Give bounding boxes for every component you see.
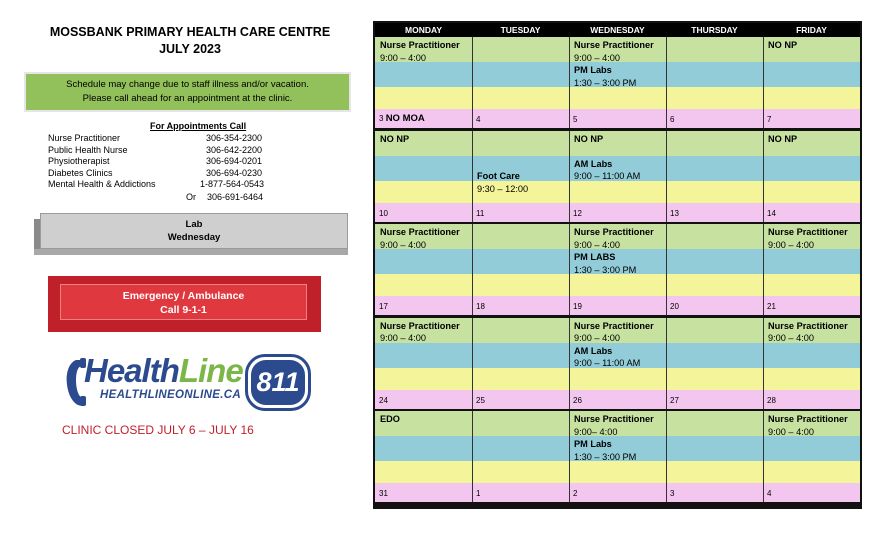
date-number: 1 — [476, 489, 481, 498]
healthline-word-health: Health — [84, 352, 179, 389]
contact-phone: 306-694-0230 — [206, 167, 263, 178]
date-number: 3 — [670, 489, 675, 498]
date-number-wrap — [670, 489, 674, 498]
day-cell — [375, 318, 472, 409]
healthline-number: 811 — [251, 360, 305, 405]
date-number: 24 — [379, 395, 388, 405]
day-cell — [472, 131, 569, 222]
date-number: 26 — [573, 395, 582, 405]
month-title: JULY 2023 — [159, 42, 221, 56]
day-header-friday: FRIDAY — [796, 25, 827, 35]
contact-phone: 1-877-564-0543 — [200, 179, 265, 190]
event-title: AM Labs — [574, 158, 613, 169]
day-cell — [763, 224, 860, 315]
date-number-wrap — [670, 302, 679, 311]
day-cell — [666, 37, 763, 128]
date-number: 27 — [670, 395, 679, 405]
healthline-wordmark — [84, 352, 243, 390]
appointments-heading: For Appointments Call — [150, 121, 247, 131]
contact-name: Diabetes Clinics — [48, 167, 113, 178]
contact-phone: 306-354-2300 — [206, 133, 263, 143]
event-time: 9:00 – 4:00 — [574, 52, 620, 63]
event-title: Foot Care — [477, 171, 520, 182]
date-number: 19 — [573, 302, 582, 311]
healthline-url: HEALTHLINEONLINE.CA — [100, 389, 241, 401]
event-title: AM Labs — [574, 345, 613, 356]
date-number: 31 — [379, 489, 388, 498]
calendar-week — [375, 131, 860, 224]
event-time: 9:00 – 4:00 — [574, 333, 620, 344]
date-number-wrap — [573, 396, 582, 405]
event-time: 9:00– 4:00 — [574, 426, 618, 437]
calendar-week — [375, 37, 860, 130]
event-time: 9:30 – 12:00 — [477, 183, 529, 194]
or-label: Or — [186, 192, 196, 202]
date-number-wrap — [767, 209, 776, 218]
date-number-wrap — [670, 396, 679, 405]
event-title: Nurse Practitioner — [574, 40, 654, 50]
day-cell — [375, 37, 472, 128]
event-time: 1:30 – 3:00 PM — [574, 264, 637, 275]
event-title: Nurse Practitioner — [380, 320, 460, 331]
date-number: 4 — [476, 115, 481, 124]
healthline-word-line: Line — [178, 352, 243, 389]
event-time: 9:00 – 4:00 — [768, 333, 814, 344]
date-number: 12 — [573, 208, 582, 218]
date-number: 21 — [767, 302, 776, 311]
schedule-notice — [24, 72, 351, 112]
day-cell — [569, 411, 666, 502]
calendar-week — [375, 411, 860, 504]
event-title: EDO — [380, 414, 400, 424]
date-number: 28 — [767, 395, 776, 405]
calendar-week — [375, 318, 860, 411]
date-number-wrap — [379, 396, 388, 405]
event-title: Nurse Practitioner — [574, 227, 654, 237]
lab-box-shadow-bottom — [34, 249, 348, 255]
day-cell — [666, 318, 763, 409]
date-number-wrap — [670, 115, 674, 124]
contact-name: Physiotherapist — [48, 156, 110, 167]
alt-phone: 306-691-6464 — [207, 192, 264, 202]
day-cell — [472, 411, 569, 502]
day-cell — [472, 224, 569, 315]
day-cell — [375, 411, 472, 502]
event-title: PM LABS — [574, 252, 616, 263]
day-cell — [375, 224, 472, 315]
event-title: Nurse Practitioner — [574, 414, 654, 424]
day-header-tuesday: TUESDAY — [500, 25, 541, 35]
date-number-wrap — [573, 302, 582, 311]
date-number: 20 — [670, 302, 679, 311]
lab-label: Lab — [185, 219, 203, 230]
day-header-wednesday: WEDNESDAY — [590, 25, 645, 35]
event-title: Nurse Practitioner — [380, 40, 460, 50]
day-cell — [569, 131, 666, 222]
day-cell — [666, 411, 763, 502]
day-cell — [569, 37, 666, 128]
date-number-wrap — [573, 115, 577, 124]
day-cell — [472, 37, 569, 128]
date-number: 10 — [379, 208, 388, 218]
event-time: 9:00 – 11:00 AM — [574, 171, 641, 182]
healthline-badge — [245, 354, 311, 411]
event-title: Nurse Practitioner — [768, 227, 848, 237]
emergency-box — [48, 276, 321, 332]
event-title: NO NP — [768, 133, 798, 144]
event-title: NO NP — [768, 40, 798, 50]
date-number-wrap — [379, 302, 388, 311]
notice-line-1: Schedule may change due to staff illness and/or vacation. — [66, 79, 309, 90]
date-number-wrap — [476, 396, 485, 405]
date-number: 2 — [573, 489, 578, 498]
emergency-label: Emergency / Ambulance — [122, 290, 245, 302]
contact-name: Public Health Nurse — [48, 144, 128, 155]
event-title: NO NP — [380, 133, 410, 144]
day-header-thursday: THURSDAY — [691, 25, 738, 35]
date-number: 5 — [573, 115, 578, 124]
day-cell — [472, 318, 569, 409]
lab-box-face — [40, 213, 348, 249]
date-number: 4 — [767, 489, 772, 498]
date-number-wrap — [379, 209, 388, 218]
event-time: 1:30 – 3:00 PM — [574, 451, 637, 462]
date-number: 18 — [476, 302, 485, 311]
date-number-wrap — [670, 209, 679, 218]
calendar-week — [375, 224, 860, 317]
calendar — [373, 21, 862, 509]
day-cell — [666, 224, 763, 315]
date-number: 6 — [670, 115, 675, 124]
lab-day-box — [34, 213, 349, 256]
date-number: 17 — [379, 302, 388, 311]
event-title: Nurse Practitioner — [574, 320, 654, 331]
date-number: 13 — [670, 208, 679, 218]
day-cell — [763, 131, 860, 222]
date-number-wrap — [476, 115, 480, 124]
contact-phone: 306-694-0201 — [206, 156, 263, 167]
date-number: 7 — [767, 115, 772, 124]
day-header-monday: MONDAY — [405, 25, 442, 35]
lab-day: Wednesday — [167, 232, 221, 243]
event-title: NO NP — [574, 133, 604, 144]
event-title: PM Labs — [574, 439, 612, 450]
event-time: 9:00 – 4:00 — [380, 52, 426, 63]
date-number-wrap — [476, 302, 485, 311]
event-time: 1:30 – 3:00 PM — [574, 77, 637, 88]
date-number: 25 — [476, 395, 485, 405]
date-number: 11 — [476, 208, 485, 218]
date-number-wrap — [476, 209, 484, 218]
date-number-wrap — [767, 302, 776, 311]
contact-phone: 306-642-2200 — [206, 144, 263, 155]
contact-name: Nurse Practitioner — [48, 133, 121, 143]
day-cell — [763, 37, 860, 128]
calendar-header — [375, 23, 860, 37]
date-number-wrap — [379, 489, 388, 498]
day-cell — [375, 131, 472, 222]
emergency-face — [60, 284, 307, 320]
date-number-wrap — [476, 489, 480, 498]
day-cell — [666, 131, 763, 222]
healthline-logo — [62, 352, 316, 414]
date-number-wrap — [767, 489, 771, 498]
notice-line-2: Please call ahead for an appointment at the clinic. — [82, 93, 293, 104]
date-number-wrap — [767, 396, 776, 405]
event-title: Nurse Practitioner — [380, 227, 460, 237]
date-number-wrap — [573, 489, 577, 498]
day-cell — [569, 318, 666, 409]
event-time: 9:00 – 4:00 — [768, 239, 814, 250]
date-number-wrap — [379, 113, 425, 124]
event-time: 9:00 – 4:00 — [574, 239, 620, 250]
emergency-number: Call 9-1-1 — [160, 304, 207, 316]
event-time: 9:00 – 4:00 — [380, 333, 426, 344]
date-number-wrap — [573, 209, 582, 218]
event-time: 9:00 – 4:00 — [768, 426, 814, 437]
event-title: PM Labs — [574, 65, 612, 76]
clinic-closed-notice: CLINIC CLOSED JULY 6 – JULY 16 — [62, 423, 254, 437]
day-cell — [763, 411, 860, 502]
date-note: NO MOA — [385, 113, 425, 124]
date-number: 14 — [767, 208, 776, 218]
clinic-name: MOSSBANK PRIMARY HEALTH CARE CENTRE — [49, 25, 331, 39]
contact-name: Mental Health & Addictions — [48, 179, 156, 190]
event-title: Nurse Practitioner — [768, 414, 848, 424]
event-time: 9:00 – 4:00 — [380, 239, 426, 250]
day-cell — [763, 318, 860, 409]
date-number-wrap — [767, 115, 771, 124]
day-cell — [569, 224, 666, 315]
date-number: 3 — [379, 114, 384, 123]
event-title: Nurse Practitioner — [768, 320, 848, 331]
event-time: 9:00 – 11:00 AM — [574, 358, 641, 369]
